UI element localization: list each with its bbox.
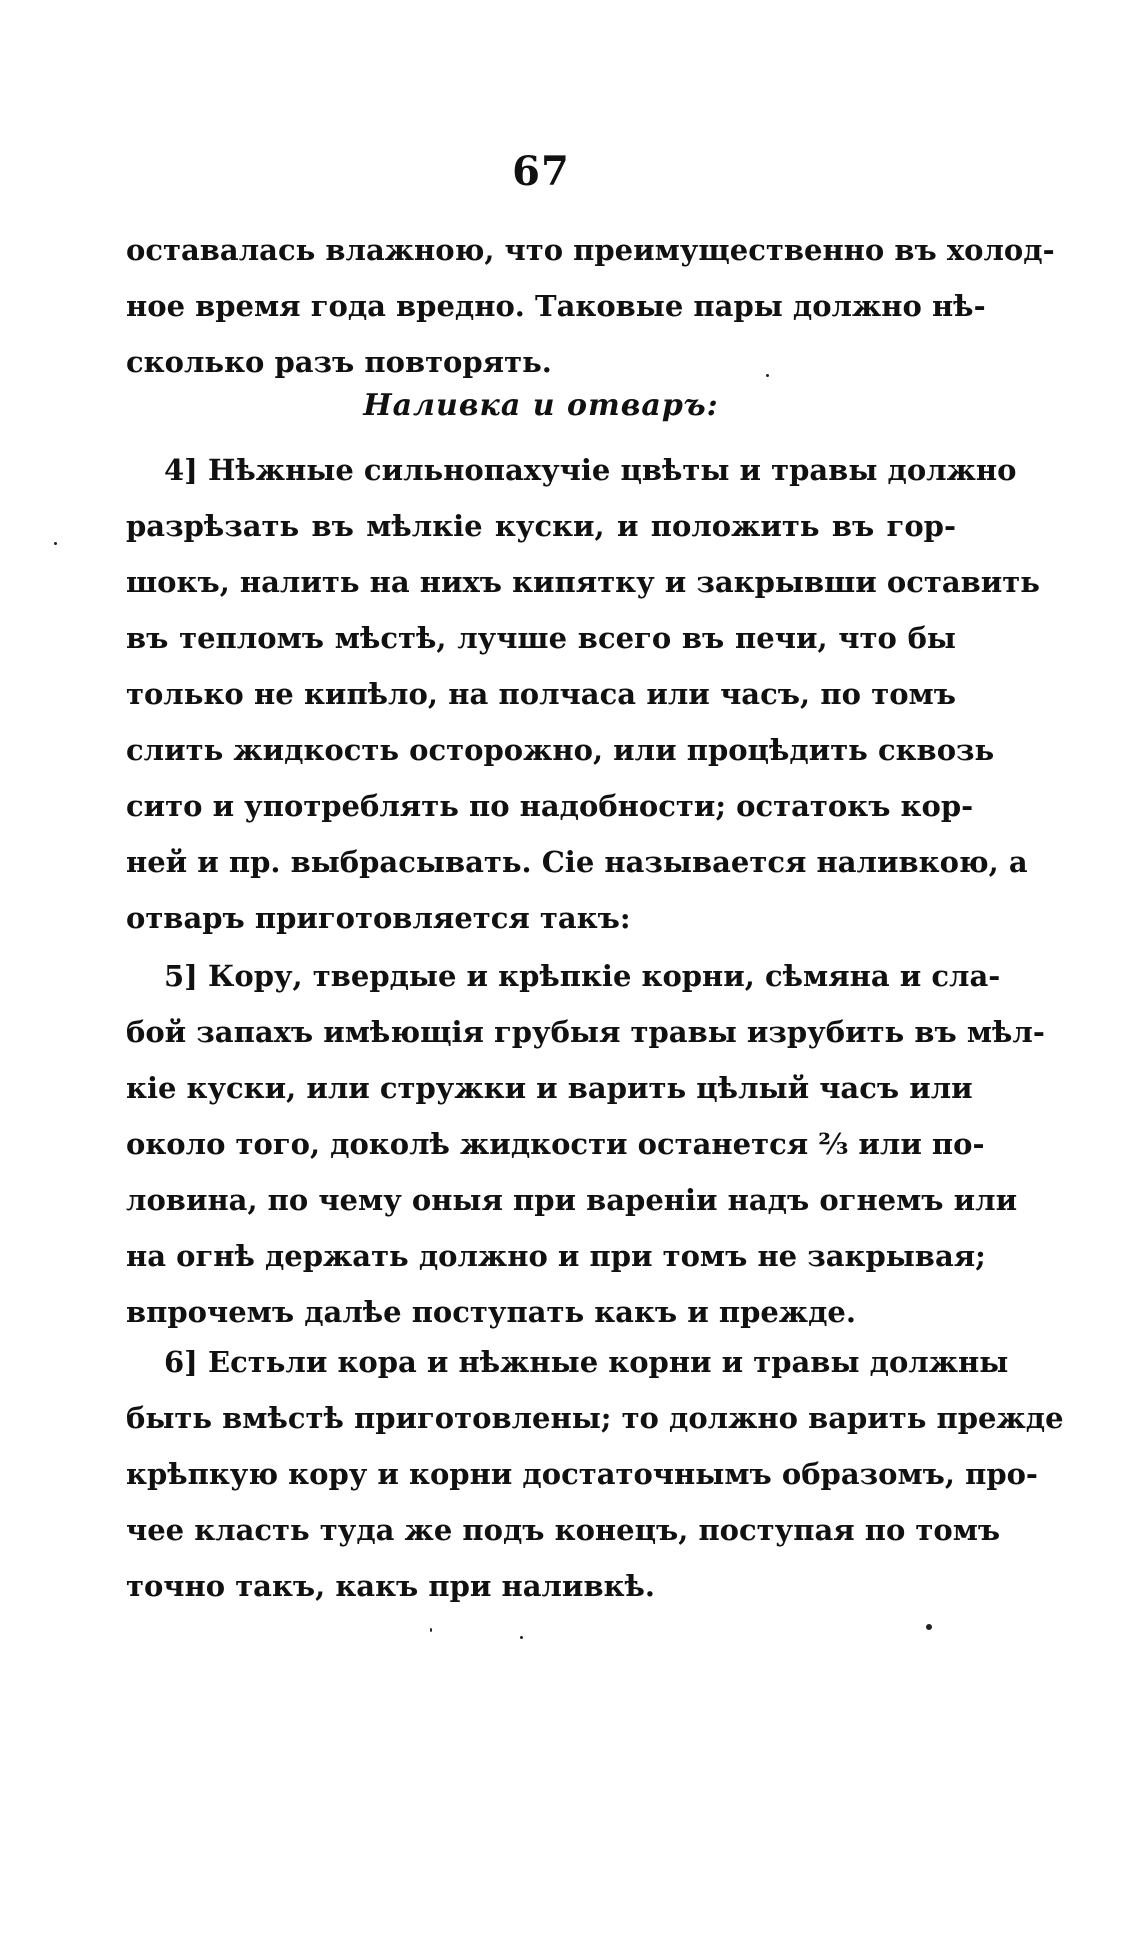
text-line: 5] Кору, твердые и крѣпкіе корни, сѣмяна и сла- <box>164 959 1001 993</box>
print-speck <box>766 374 769 377</box>
print-speck <box>926 1624 932 1630</box>
print-speck <box>430 1628 432 1632</box>
text-line: около того, доколѣ жидкости останется ⅔ или по- <box>126 1127 985 1161</box>
text-line: сколько разъ повторять. <box>126 345 552 379</box>
paragraph-4 <box>126 442 1040 946</box>
text-line: 4] Нѣжные сильнопахучіе цвѣты и травы должно <box>164 453 1017 487</box>
paragraph-continuation <box>126 222 1055 390</box>
text-line: крѣпкую кору и корни достаточнымъ образомъ, про- <box>126 1457 1038 1491</box>
text-line: шокъ, налить на нихъ кипятку и закрывши оставить <box>126 565 1040 599</box>
text-line: точно такъ, какъ при наливкѣ. <box>126 1569 656 1603</box>
text-line: бой запахъ имѣющія грубыя травы изрубить въ мѣл- <box>126 1015 1045 1049</box>
text-line: кіе куски, или стружки и варить цѣлый часъ или <box>126 1071 973 1105</box>
paragraph-6 <box>126 1334 1064 1614</box>
page-number: 67 <box>512 148 570 195</box>
text-line: чее класть туда же подъ конецъ, поступая по томъ <box>126 1513 1001 1547</box>
text-line: оставалась влажною, что преимущественно въ холод- <box>126 233 1055 267</box>
text-line: ловина, по чему оныя при вареніи надъ огнемъ или <box>126 1183 1018 1217</box>
text-line: разрѣзать въ мѣлкіе куски, и положить въ гор- <box>126 509 956 543</box>
text-line: ней и пр. выбрасывать. Сіе называется наливкою, а <box>126 845 1028 879</box>
text-line: ное время года вредно. Таковые пары должно нѣ- <box>126 289 986 323</box>
text-line: быть вмѣстѣ приготовлены; то должно варить прежде <box>126 1401 1064 1435</box>
print-speck <box>520 1636 523 1639</box>
text-line: слить жидкость осторожно, или процѣдить сквозь <box>126 733 995 767</box>
text-line: впрочемъ далѣе поступать какъ и прежде. <box>126 1295 856 1329</box>
text-line: только не кипѣло, на полчаса или часъ, по томъ <box>126 677 956 711</box>
print-speck <box>54 542 57 545</box>
text-line: 6] Естьли кора и нѣжные корни и травы должны <box>164 1345 1009 1379</box>
text-line: на огнѣ держать должно и при томъ не закрывая; <box>126 1239 986 1273</box>
text-line: отваръ приготовляется такъ: <box>126 901 631 935</box>
paragraph-5 <box>126 948 1045 1340</box>
text-line: въ тепломъ мѣстѣ, лучше всего въ печи, что бы <box>126 621 956 655</box>
section-heading: Наливка и отваръ: <box>363 388 719 423</box>
text-line: сито и употреблять по надобности; остатокъ кор- <box>126 789 974 823</box>
